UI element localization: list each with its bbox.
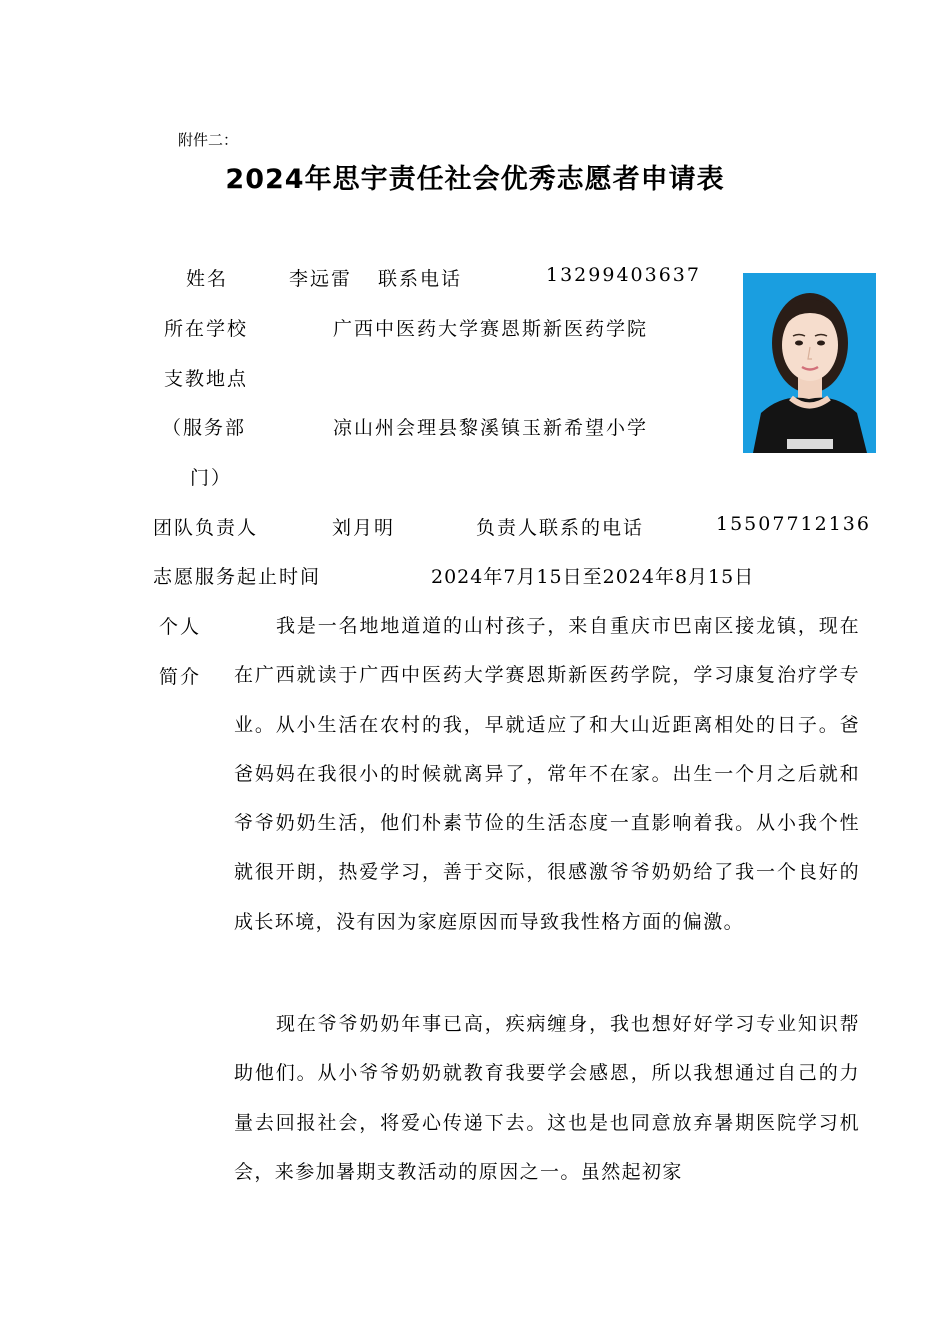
period-value: 2024年7月15日至2024年8月15日 [431,566,755,588]
name-value: 李远雷 [289,268,353,290]
location-label-line2: （服务部 [162,417,247,439]
intro-paragraph-2: 现在爷爷奶奶年事已高，疾病缠身，我也想好好学习专业知识帮助他们。从小爷爷奶奶就教育我要学会感恩，所以我想通过自己的力量去回报社会，将爱心传递下去。这也是也同意放弃暑期医院学习机会，来参加暑期支教活动的原因之一。虽然起初家 [234,1013,860,1183]
intro-label-line2: 简介 [159,666,202,688]
period-label: 志愿服务起止时间 [153,566,322,588]
portrait-photo-icon [743,273,876,453]
portrait-photo [743,273,876,453]
name-label: 姓名 [186,268,229,290]
leader-value: 刘月明 [332,517,396,539]
school-value: 广西中医药大学赛恩斯新医药学院 [333,318,649,340]
location-value: 凉山州会理县黎溪镇玉新希望小学 [333,417,649,439]
leader-label: 团队负责人 [153,517,259,539]
attachment-label: 附件二： [178,131,239,149]
page-title: 2024年思宇责任社会优秀志愿者申请表 [225,164,725,195]
leader-phone-label: 负责人联系的电话 [476,517,645,539]
location-label-line3: 门） [190,467,233,489]
leader-phone-value: 15507712136 [716,513,871,535]
school-label: 所在学校 [164,318,249,340]
phone-label: 联系电话 [378,268,463,290]
intro-label-line1: 个人 [159,616,202,638]
location-label-line1: 支教地点 [164,368,249,390]
intro-paragraph-1: 我是一名地地道道的山村孩子，来自重庆市巴南区接龙镇，现在在广西就读于广西中医药大学赛恩斯新医药学院，学习康复治疗学专业。从小生活在农村的我，早就适应了和大山近距离相处的日子。爸爸妈妈在我很小的时候就离异了，常年不在家。出生一个月之后就和爷爷奶奶生活，他们朴素节俭的生活态度一直影响着我。从小我个性就很开朗，热爱学习，善于交际，很感激爷爷奶奶给了我一个良好的成长环境，没有因为家庭原因而导致我性格方面的偏激。 [234,615,860,933]
phone-value: 13299403637 [546,264,701,286]
